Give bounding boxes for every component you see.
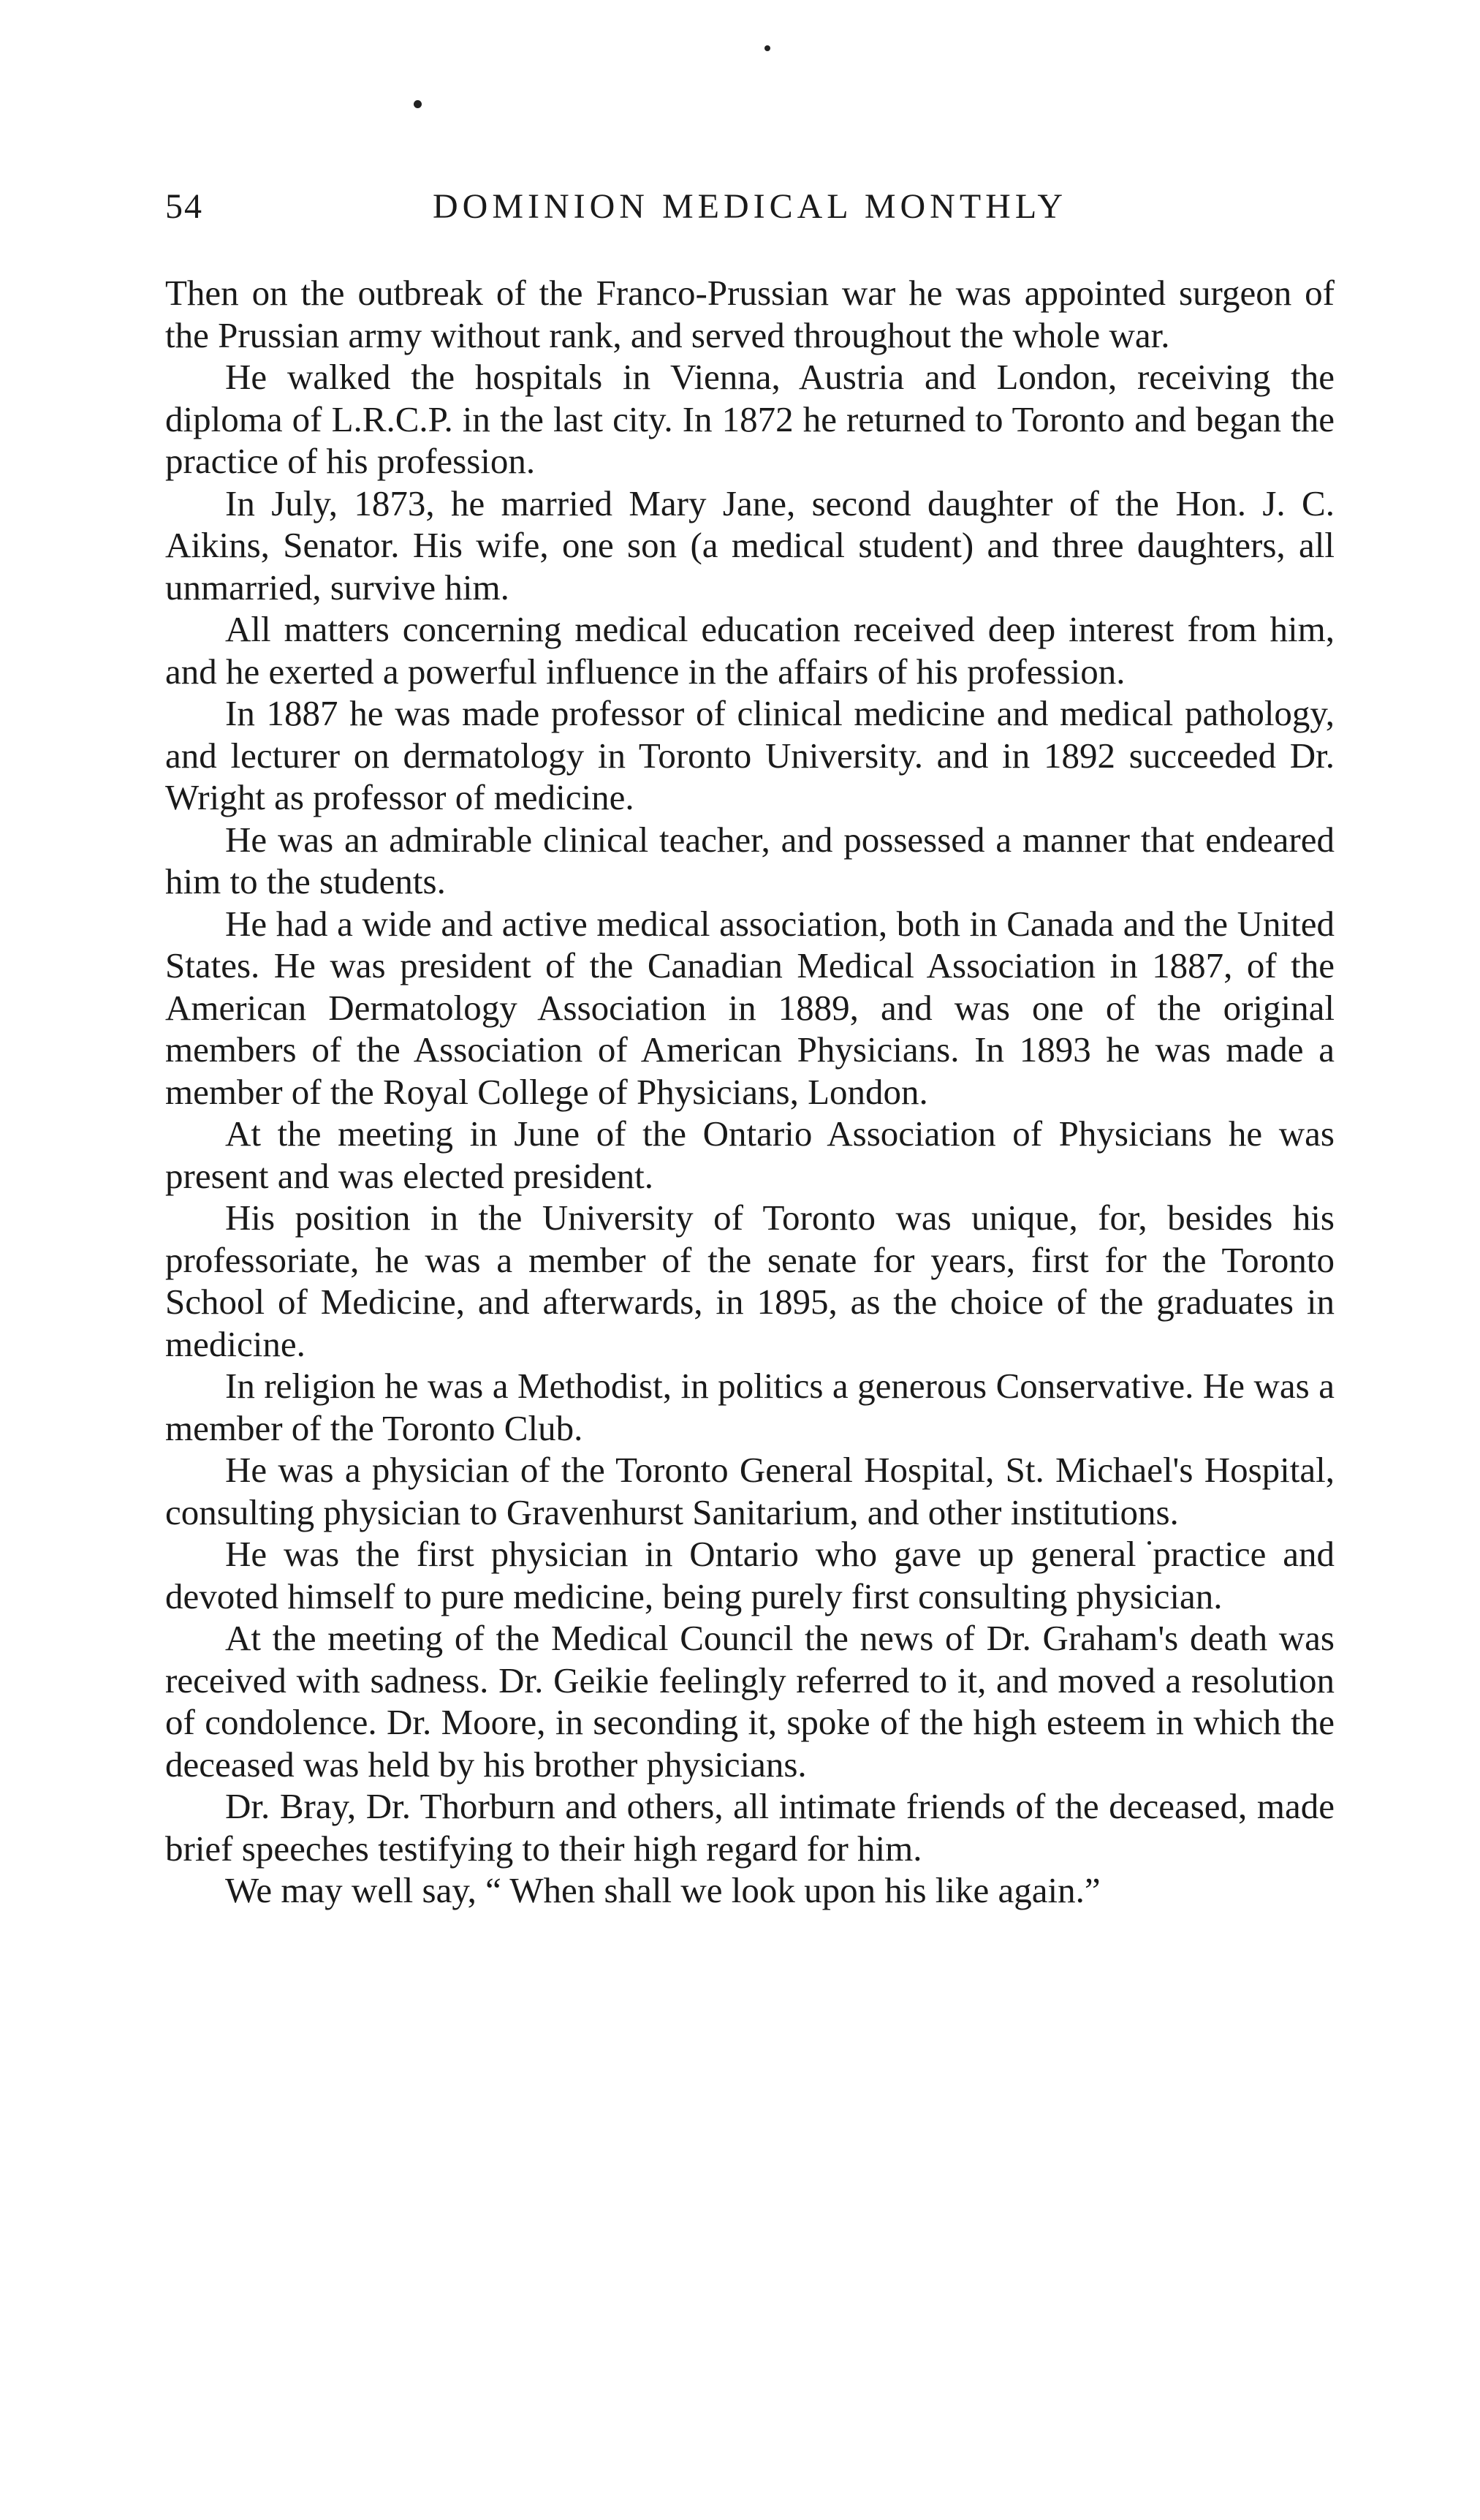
paragraph: We may well say, “ When shall we look upon his like again.” xyxy=(225,1870,1101,1910)
article-body xyxy=(165,272,1335,1912)
paragraph: He was an admirable clinical teacher, and possessed a manner that endeared him to the students. xyxy=(165,819,1335,901)
paragraph: In religion he was a Methodist, in politics a generous Conservative. He was a member of the Toronto Club. xyxy=(165,1366,1335,1448)
paragraph: He walked the hospitals in Vienna, Austria and London, receiving the diploma of L.R.C.P. in the last city. In 1872 he returned to Toronto and began the practice of his profession. xyxy=(165,357,1335,481)
print-speck xyxy=(414,100,422,108)
paragraph: All matters concerning medical education received deep interest from him, and he exerted a powerful influence in the affairs of his profession. xyxy=(165,609,1335,692)
paragraph: Dr. Bray, Dr. Thorburn and others, all intimate friends of the deceased, made brief speeches testifying to their high regard for him. xyxy=(165,1786,1335,1869)
page-number: 54 xyxy=(165,187,203,226)
running-head xyxy=(165,186,1335,238)
journal-title: DOMINION MEDICAL MONTHLY xyxy=(432,187,1067,226)
paragraph: In July, 1873, he married Mary Jane, second daughter of the Hon. J. C. Aikins, Senator. His wife, one son (a medical student) and three daughters, all unmarried, survive him. xyxy=(165,483,1335,608)
paragraph: He had a wide and active medical association, both in Canada and the United States. He was president of the Canadian Medical Association in 1887, of the American Dermatology Association in 1889, and was one of the original members of the Association of American Physicians. In 1893 he was made a member of the Royal College of Physicians, London. xyxy=(165,903,1335,1112)
paragraph: Then on the outbreak of the Franco-Prussian war he was appointed surgeon of the Prussian army without rank, and served throughout the whole war. xyxy=(165,273,1335,355)
paragraph: His position in the University of Toronto was unique, for, besides his professoriate, he was a member of the senate for years, first for the Toronto School of Medicine, and afterwards, in 1895, as the choice of the graduates in medicine. xyxy=(165,1197,1335,1364)
paragraph: At the meeting in June of the Ontario Association of Physicians he was present and was elected president. xyxy=(165,1113,1335,1196)
paragraph: He was the first physician in Ontario who gave up general practice and devoted himself to pure medicine, being purely first consulting physician. xyxy=(165,1534,1335,1616)
paragraph: In 1887 he was made professor of clinical medicine and medical pathology, and lecturer on dermatology in Toronto University. and in 1892 succeeded Dr. Wright as professor of medicine. xyxy=(165,693,1335,817)
paragraph: He was a physician of the Toronto General Hospital, St. Michael's Hospital, consulting physician to Gravenhurst Sanitarium, and other institutions. xyxy=(165,1450,1335,1532)
paragraph: At the meeting of the Medical Council the news of Dr. Graham's death was received with sadness. Dr. Geikie feelingly referred to it, and moved a resolution of condolence. Dr. Moore, in seconding it, spoke of the high esteem in which the deceased was held by his brother physicians. xyxy=(165,1618,1335,1785)
print-speck xyxy=(764,45,770,51)
